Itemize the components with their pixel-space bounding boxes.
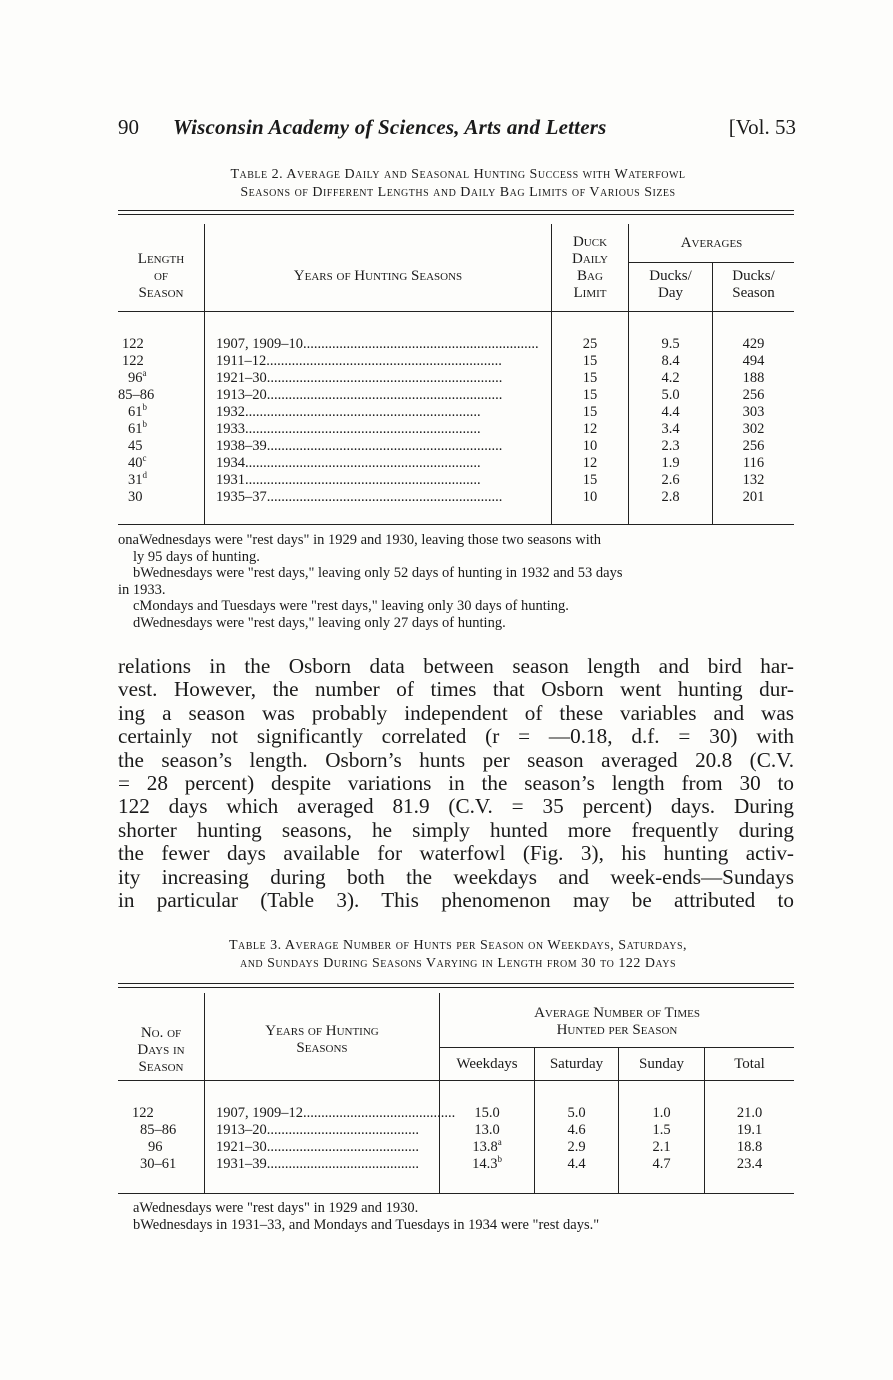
t3-total-cell: 23.4 bbox=[736, 1156, 763, 1172]
t2-length-cell: 122 bbox=[122, 336, 144, 352]
table3-avg-rule bbox=[440, 1047, 794, 1048]
table3-bottom-rule bbox=[118, 1193, 794, 1194]
t2-season-cell: 116 bbox=[742, 455, 765, 471]
body-line: relations in the Osborn data between season length and bird har- bbox=[118, 654, 794, 678]
table3-caption bbox=[118, 937, 798, 973]
page-number: 90 bbox=[118, 115, 139, 139]
t2-limit-cell: 15 bbox=[582, 472, 598, 488]
t2-years-cell: 1934................................................................. bbox=[216, 455, 481, 471]
t3-sunday-cell: 1.0 bbox=[652, 1105, 671, 1121]
t2-length-cell: 30 bbox=[128, 489, 143, 505]
footnote: dWednesdays were "rest days," leaving only 27 days of hunting. bbox=[133, 614, 506, 631]
t3-years-cell: 1931–39.......................................... bbox=[216, 1156, 419, 1172]
footnote: ly 95 days of hunting. bbox=[133, 548, 260, 565]
table2 bbox=[118, 210, 794, 530]
body-line: ity increasing during both the weekdays and week-ends—Sundays bbox=[118, 864, 794, 889]
t3-days-cell: 122 bbox=[132, 1105, 154, 1121]
t3-sunday-cell: 2.1 bbox=[652, 1139, 671, 1155]
footnote: bWednesdays were "rest days," leaving only 52 days of hunting in 1932 and 53 days bbox=[133, 565, 623, 581]
t3-weekdays-cell: 14.3$^b$ bbox=[472, 1154, 502, 1172]
table3-col-days-header: No. of Days in Season bbox=[137, 1025, 185, 1075]
t3-saturday-cell: 2.9 bbox=[567, 1139, 586, 1155]
t2-limit-cell: 12 bbox=[582, 455, 598, 471]
t2-years-cell: 1907, 1909–10................................................................. bbox=[216, 336, 539, 352]
t2-season-cell: 429 bbox=[742, 336, 765, 352]
t2-day-cell: 4.2 bbox=[661, 370, 680, 386]
t3-sunday-cell: 4.7 bbox=[652, 1156, 671, 1172]
table3-col-sunday-header: Sunday bbox=[639, 1056, 684, 1072]
t2-length-cell: 122 bbox=[122, 353, 144, 369]
body-line: ing a season was probably independent of these variables and was bbox=[118, 700, 794, 725]
table3-col-avg-header: Average Number of Times Hunted per Season bbox=[534, 1005, 700, 1038]
t2-season-cell: 256 bbox=[742, 438, 765, 454]
table3-caption-line2: and Sundays During Seasons Varying in Length from 30 to 122 Days bbox=[239, 956, 677, 971]
t2-season-cell: 302 bbox=[742, 421, 765, 437]
body-line: shorter hunting seasons, he simply hunted more frequently during bbox=[118, 817, 794, 842]
t2-length-cell: 61$^b$ bbox=[128, 419, 147, 437]
table2-bottom-rule bbox=[118, 524, 794, 525]
t3-days-cell: 30–61 bbox=[140, 1156, 177, 1172]
footnote: in 1933. bbox=[118, 581, 166, 598]
t3-saturday-cell: 4.6 bbox=[567, 1122, 586, 1138]
t3-saturday-cell: 4.4 bbox=[567, 1156, 586, 1172]
table2-top-rule-2 bbox=[118, 214, 794, 215]
t2-limit-cell: 10 bbox=[582, 489, 598, 505]
table2-col-season-header: Ducks/ Season bbox=[732, 268, 775, 301]
footnote: cMondays and Tuesdays were "rest days," leaving only 30 days of hunting. bbox=[133, 598, 569, 614]
table3-top-rule-2 bbox=[118, 987, 794, 988]
t3-weekdays-cell: 15.0 bbox=[474, 1105, 500, 1121]
table2-col-length-header: Length of Season bbox=[137, 251, 185, 301]
body-paragraph bbox=[118, 655, 794, 912]
t2-years-cell: 1932................................................................. bbox=[216, 404, 481, 420]
t2-years-cell: 1933................................................................. bbox=[216, 421, 481, 437]
t3-weekdays-cell: 13.0 bbox=[474, 1122, 500, 1138]
t2-limit-cell: 15 bbox=[582, 370, 598, 386]
table2-footnotes bbox=[118, 532, 794, 631]
t2-limit-cell: 15 bbox=[582, 404, 598, 420]
t2-years-cell: 1931................................................................. bbox=[216, 472, 481, 488]
table2-caption-line1: Table 2. Average Daily and Seasonal Hunting Success with Waterfowl bbox=[230, 167, 686, 182]
t2-season-cell: 494 bbox=[742, 353, 765, 369]
t3-days-cell: 96 bbox=[148, 1139, 163, 1155]
t2-length-cell: 40$^c$ bbox=[128, 453, 147, 471]
t2-day-cell: 2.6 bbox=[661, 472, 680, 488]
table3-footnotes bbox=[118, 1200, 794, 1233]
t3-total-cell: 19.1 bbox=[736, 1122, 763, 1138]
t3-weekdays-cell: 13.8$^a$ bbox=[472, 1137, 502, 1155]
footnote: aWednesdays were "rest days" in 1929 and 1930. bbox=[133, 1200, 419, 1216]
t2-years-cell: 1935–37................................................................. bbox=[216, 489, 503, 505]
body-line: the fewer days available for waterfowl (Fig. 3), his hunting activ- bbox=[118, 841, 794, 866]
table3-header-rule bbox=[118, 1080, 794, 1081]
t2-length-cell: 96$^a$ bbox=[128, 368, 147, 386]
table2-header-rule bbox=[118, 311, 794, 312]
t2-season-cell: 303 bbox=[742, 404, 765, 420]
table2-caption-line2: Seasons of Different Lengths and Daily Bag Limits of Various Sizes bbox=[240, 185, 676, 200]
t2-limit-cell: 25 bbox=[582, 336, 598, 352]
t2-day-cell: 4.4 bbox=[661, 404, 680, 420]
t2-season-cell: 256 bbox=[742, 387, 765, 403]
t2-season-cell: 188 bbox=[742, 370, 765, 386]
footnote: bWednesdays in 1931–33, and Mondays and Tuesdays in 1934 were "rest days." bbox=[133, 1216, 600, 1233]
body-line: = 28 percent) despite variations in the season’s length from 30 to bbox=[118, 771, 794, 796]
t2-season-cell: 132 bbox=[742, 472, 765, 488]
t3-years-cell: 1907, 1909–12.......................................... bbox=[216, 1105, 456, 1121]
t3-sunday-cell: 1.5 bbox=[652, 1122, 671, 1138]
t3-total-cell: 21.0 bbox=[736, 1105, 763, 1121]
t2-limit-cell: 10 bbox=[582, 438, 598, 454]
table2-caption bbox=[118, 166, 798, 202]
t2-day-cell: 9.5 bbox=[661, 336, 680, 352]
t2-years-cell: 1911–12................................................................. bbox=[216, 353, 502, 369]
journal-title: Wisconsin Academy of Sciences, Arts and Letters bbox=[173, 115, 607, 139]
running-header bbox=[118, 115, 796, 143]
volume-label: [Vol. 53 bbox=[728, 115, 796, 139]
table3-top-rule bbox=[118, 983, 794, 984]
t2-limit-cell: 12 bbox=[582, 421, 598, 437]
t3-years-cell: 1913–20.......................................... bbox=[216, 1122, 419, 1138]
t2-day-cell: 1.9 bbox=[661, 455, 680, 471]
body-line: the season’s length. Osborn’s hunts per season averaged 20.8 (C.V. bbox=[118, 747, 794, 772]
table2-top-rule bbox=[118, 210, 794, 211]
body-line: vest. However, the number of times that Osborn went hunting dur- bbox=[118, 677, 794, 702]
t3-days-cell: 85–86 bbox=[140, 1122, 177, 1138]
t3-total-cell: 18.8 bbox=[736, 1139, 763, 1155]
table3 bbox=[118, 983, 794, 1183]
t2-limit-cell: 15 bbox=[582, 353, 598, 369]
table3-col-years-header: Years of Hunting Seasons bbox=[265, 1023, 379, 1056]
t2-length-cell: 61$^b$ bbox=[128, 402, 147, 420]
body-line: 122 days which averaged 81.9 (C.V. = 35 percent) days. During bbox=[118, 794, 794, 819]
t2-length-cell: 85–86 bbox=[118, 387, 155, 403]
t2-season-cell: 201 bbox=[742, 489, 765, 505]
table2-col-years-header: Years of Hunting Seasons bbox=[293, 268, 463, 284]
table3-caption-line1: Table 3. Average Number of Hunts per Season on Weekdays, Saturdays, bbox=[228, 938, 688, 953]
table3-col-weekdays-header: Weekdays bbox=[456, 1056, 518, 1072]
t2-length-cell: 31$^d$ bbox=[128, 470, 147, 488]
t2-years-cell: 1938–39................................................................. bbox=[216, 438, 503, 454]
table3-col-total-header: Total bbox=[734, 1056, 765, 1072]
table3-col-saturday-header: Saturday bbox=[549, 1056, 604, 1072]
t2-day-cell: 2.8 bbox=[661, 489, 680, 505]
body-line: certainly not significantly correlated (r = —0.18, d.f. = 30) with bbox=[118, 724, 794, 749]
table2-col-limit-header: Duck Daily Bag Limit bbox=[571, 234, 608, 301]
t2-day-cell: 5.0 bbox=[661, 387, 680, 403]
t2-years-cell: 1921–30................................................................. bbox=[216, 370, 503, 386]
t3-saturday-cell: 5.0 bbox=[567, 1105, 586, 1121]
table2-col-day-header: Ducks/ Day bbox=[649, 268, 692, 301]
t2-years-cell: 1913–20................................................................. bbox=[216, 387, 503, 403]
t2-day-cell: 2.3 bbox=[661, 438, 680, 454]
body-line: in particular (Table 3). This phenomenon may be attributed to bbox=[118, 888, 794, 913]
table2-col-averages-header: Averages bbox=[680, 235, 743, 251]
t2-length-cell: 45 bbox=[128, 438, 143, 454]
footnote: onaWednesdays were "rest days" in 1929 and 1930, leaving those two seasons with bbox=[118, 532, 602, 548]
t3-years-cell: 1921–30.......................................... bbox=[216, 1139, 419, 1155]
t2-day-cell: 8.4 bbox=[661, 353, 680, 369]
t2-limit-cell: 15 bbox=[582, 387, 598, 403]
t2-day-cell: 3.4 bbox=[661, 421, 680, 437]
